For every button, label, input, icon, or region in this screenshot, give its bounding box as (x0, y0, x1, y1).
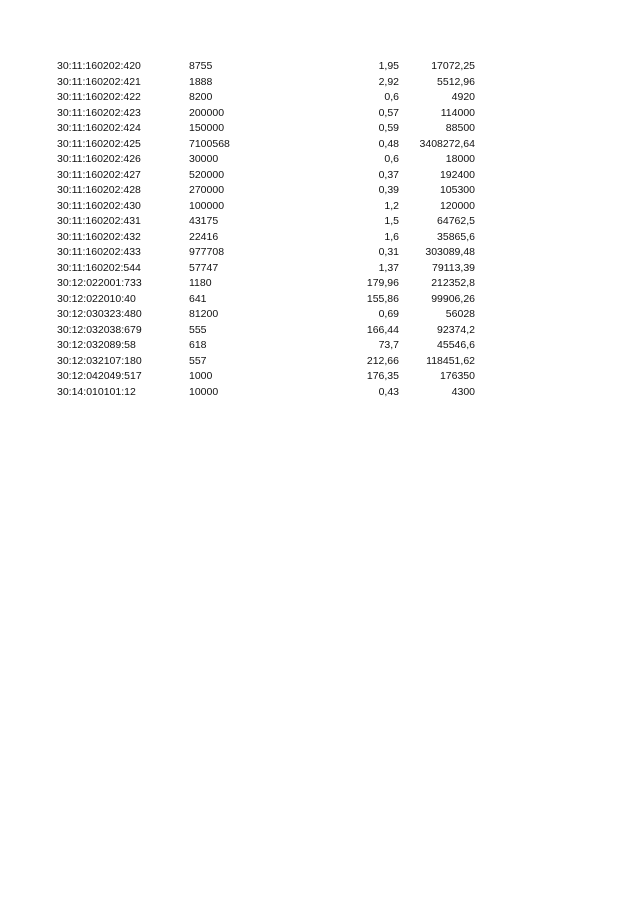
cadastral-number-cell: 30:11:160202:433 (57, 246, 141, 258)
unit-price-cell: 0,6 (384, 91, 399, 103)
quantity-cell: 10000 (189, 385, 219, 398)
unit-price-cell: 176,35 (366, 370, 399, 382)
table-row (57, 106, 475, 122)
total-value-cell: 4300 (451, 385, 475, 398)
table-row (57, 199, 475, 215)
total-value-cell: 212352,8 (431, 277, 475, 289)
cadastral-number-cell: 30:12:032107:180 (57, 354, 142, 367)
table-row (57, 121, 475, 137)
unit-price-cell: 1,5 (384, 215, 399, 227)
unit-price-cell: 0,69 (378, 308, 399, 320)
table-row (57, 338, 475, 354)
total-value-cell: 35865,6 (437, 230, 475, 243)
table-row (57, 137, 475, 153)
total-value-cell: 92374,2 (437, 323, 475, 336)
cadastral-number-cell: 30:12:022010:40 (57, 292, 136, 305)
cadastral-number-cell: 30:11:160202:425 (57, 137, 141, 150)
quantity-cell: 555 (189, 323, 207, 336)
total-value-cell: 45546,6 (437, 339, 475, 351)
table-row (57, 307, 475, 323)
total-value-cell: 114000 (440, 106, 475, 119)
table-row (57, 214, 475, 230)
cadastral-number-cell: 30:11:160202:430 (57, 199, 141, 212)
table-row (57, 292, 475, 308)
unit-price-cell: 0,57 (378, 106, 399, 119)
table-row (57, 90, 475, 106)
unit-price-cell: 1,95 (378, 60, 399, 72)
unit-price-cell: 0,37 (378, 168, 399, 181)
cadastral-number-cell: 30:12:042049:517 (57, 370, 142, 382)
cadastral-number-cell: 30:11:160202:420 (57, 60, 141, 72)
quantity-cell: 57747 (189, 261, 219, 274)
cadastral-number-cell: 30:12:022001:733 (57, 277, 142, 289)
quantity-cell: 7100568 (189, 137, 230, 150)
total-value-cell: 3408272,64 (419, 137, 475, 150)
quantity-cell: 618 (189, 339, 207, 351)
total-value-cell: 64762,5 (437, 215, 475, 227)
unit-price-cell: 0,31 (378, 246, 399, 258)
total-value-cell: 120000 (439, 199, 475, 212)
table-row (57, 245, 475, 261)
unit-price-cell: 0,39 (378, 184, 399, 196)
cadastral-number-cell: 30:11:160202:544 (57, 261, 141, 274)
total-value-cell: 4920 (451, 91, 475, 103)
quantity-cell: 270000 (189, 184, 225, 196)
cadastral-number-cell: 30:11:160202:431 (57, 215, 141, 227)
quantity-cell: 1180 (189, 277, 212, 289)
table-row (57, 75, 475, 91)
unit-price-cell: 73,7 (378, 339, 399, 351)
unit-price-cell: 155,86 (366, 292, 399, 305)
table-row (57, 261, 475, 277)
total-value-cell: 118451,62 (426, 354, 475, 367)
unit-price-cell: 0,59 (378, 122, 399, 134)
quantity-cell: 1000 (189, 370, 213, 382)
unit-price-cell: 166,44 (366, 323, 399, 336)
quantity-cell: 8755 (189, 60, 213, 72)
table-row (57, 323, 475, 339)
cadastral-number-cell: 30:11:160202:432 (57, 230, 141, 243)
quantity-cell: 8200 (189, 91, 213, 103)
unit-price-cell: 179,96 (366, 277, 399, 289)
table-row (57, 369, 475, 385)
cadastral-number-cell: 30:12:032038:679 (57, 323, 142, 336)
quantity-cell: 100000 (189, 199, 225, 212)
cadastral-number-cell: 30:14:010101:12 (57, 385, 136, 398)
total-value-cell: 79113,39 (431, 261, 475, 274)
unit-price-cell: 1,2 (384, 199, 399, 212)
total-value-cell: 303089,48 (425, 246, 475, 258)
quantity-cell: 520000 (189, 168, 225, 181)
cadastral-number-cell: 30:11:160202:423 (57, 106, 141, 119)
table-row (57, 230, 475, 246)
table-row (57, 354, 475, 370)
cadastral-number-cell: 30:12:030323:480 (57, 308, 142, 320)
cadastral-number-cell: 30:12:032089:58 (57, 339, 136, 351)
quantity-cell: 30000 (189, 153, 219, 165)
quantity-cell: 43175 (189, 215, 219, 227)
table-row (57, 168, 475, 184)
unit-price-cell: 1,37 (378, 261, 399, 274)
quantity-cell: 557 (189, 354, 207, 367)
unit-price-cell: 1,6 (384, 230, 399, 243)
quantity-cell: 641 (189, 292, 207, 305)
total-value-cell: 105300 (439, 184, 475, 196)
cadastral-number-cell: 30:11:160202:426 (57, 153, 141, 165)
table-row (57, 385, 475, 401)
table-row (57, 276, 475, 292)
unit-price-cell: 0,6 (384, 153, 399, 165)
cadastral-number-cell: 30:11:160202:421 (57, 75, 141, 88)
total-value-cell: 99906,26 (431, 292, 475, 305)
total-value-cell: 88500 (445, 122, 475, 134)
quantity-cell: 1888 (189, 75, 213, 88)
unit-price-cell: 0,43 (378, 385, 399, 398)
unit-price-cell: 2,92 (378, 75, 399, 88)
total-value-cell: 17072,25 (431, 60, 475, 72)
unit-price-cell: 0,48 (378, 137, 399, 150)
total-value-cell: 56028 (445, 308, 475, 320)
quantity-cell: 22416 (189, 230, 219, 243)
total-value-cell: 18000 (445, 153, 475, 165)
data-table (57, 59, 475, 400)
quantity-cell: 150000 (189, 122, 225, 134)
cadastral-number-cell: 30:11:160202:428 (57, 184, 141, 196)
table-row (57, 183, 475, 199)
cadastral-number-cell: 30:11:160202:422 (57, 91, 141, 103)
quantity-cell: 200000 (189, 106, 225, 119)
total-value-cell: 5512,96 (437, 75, 475, 88)
quantity-cell: 977708 (189, 246, 225, 258)
table-body (57, 59, 475, 400)
total-value-cell: 192400 (439, 168, 475, 181)
cadastral-number-cell: 30:11:160202:424 (57, 122, 141, 134)
table-row (57, 152, 475, 168)
unit-price-cell: 212,66 (366, 354, 399, 367)
quantity-cell: 81200 (189, 308, 219, 320)
total-value-cell: 176350 (439, 370, 475, 382)
table-row (57, 59, 475, 75)
cadastral-number-cell: 30:11:160202:427 (57, 168, 141, 181)
